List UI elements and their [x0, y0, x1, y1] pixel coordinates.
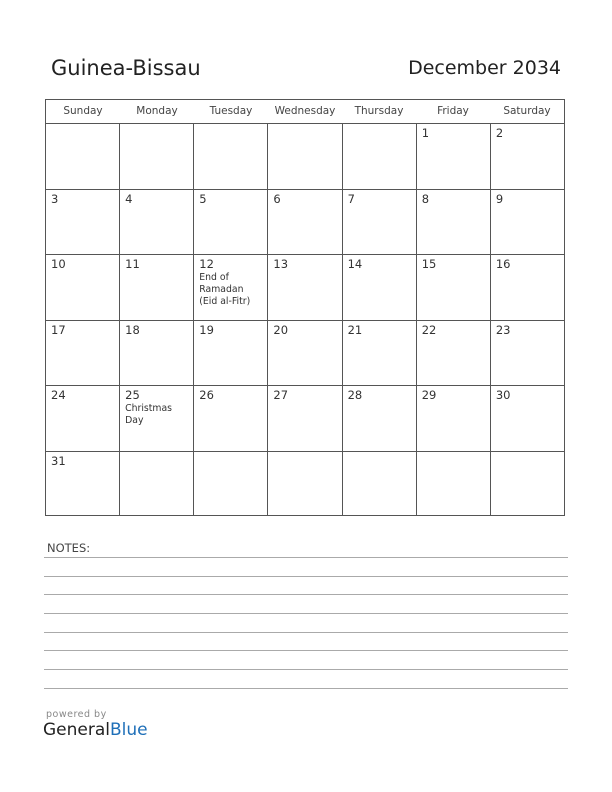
weekday-label: Monday	[136, 105, 178, 117]
day-number: 18	[125, 322, 140, 337]
day-number: 15	[421, 257, 437, 271]
day-cell[interactable]	[120, 124, 194, 189]
brand-blue: Blue	[110, 720, 148, 740]
notes-label: NOTES:	[47, 541, 91, 555]
day-cell[interactable]	[343, 255, 417, 320]
day-cell[interactable]	[491, 124, 564, 189]
day-number: 10	[51, 257, 66, 271]
calendar-week	[46, 255, 564, 321]
brand-logo[interactable]	[43, 720, 148, 740]
day-number: 19	[199, 322, 214, 337]
brand-general: General	[43, 720, 110, 740]
day-cell[interactable]	[491, 386, 564, 451]
day-number: 21	[347, 322, 363, 337]
calendar-week	[46, 321, 564, 387]
weekday-label: Wednesday	[274, 105, 336, 117]
day-number: 17	[51, 322, 66, 337]
weekday-label: Sunday	[63, 105, 103, 117]
day-cell[interactable]	[491, 452, 564, 517]
day-number: 26	[199, 388, 214, 402]
day-cell[interactable]	[46, 124, 120, 189]
day-cell[interactable]	[343, 386, 417, 451]
day-cell[interactable]	[417, 321, 491, 386]
day-cell[interactable]	[46, 386, 120, 451]
day-cell[interactable]	[268, 452, 342, 517]
notes-line	[44, 650, 568, 651]
notes-line	[44, 576, 568, 577]
day-number: 13	[273, 257, 289, 271]
day-cell[interactable]	[343, 321, 417, 386]
holiday-label: (Eid al-Fitr)	[199, 296, 251, 307]
day-number: 16	[495, 257, 511, 271]
day-cell[interactable]	[46, 452, 120, 517]
month-title: December 2034	[408, 57, 561, 79]
day-cell[interactable]	[194, 255, 268, 320]
day-cell[interactable]	[268, 124, 342, 189]
day-cell[interactable]	[491, 190, 564, 255]
day-number: 12	[199, 257, 214, 271]
day-number: 30	[495, 388, 511, 402]
day-cell[interactable]	[417, 255, 491, 320]
day-number: 31	[51, 453, 66, 468]
powered-by-text: powered by	[46, 709, 107, 720]
holiday-label: Day	[125, 415, 144, 426]
day-cell[interactable]	[417, 452, 491, 517]
day-number: 1	[421, 126, 430, 140]
day-cell[interactable]	[417, 124, 491, 189]
calendar-grid	[45, 99, 565, 516]
day-cell[interactable]	[194, 386, 268, 451]
day-cell[interactable]	[46, 255, 120, 320]
day-number: 14	[347, 257, 363, 271]
day-number: 6	[273, 191, 281, 206]
day-cell[interactable]	[46, 190, 120, 255]
weekday-header	[46, 100, 564, 124]
day-cell[interactable]	[268, 321, 342, 386]
day-cell[interactable]	[268, 255, 342, 320]
day-cell[interactable]	[46, 321, 120, 386]
day-number: 11	[125, 257, 140, 271]
day-cell[interactable]	[417, 190, 491, 255]
day-number: 9	[495, 191, 504, 206]
holiday-label: End of	[199, 272, 229, 283]
day-number: 2	[495, 126, 504, 140]
calendar-week	[46, 124, 564, 190]
day-cell[interactable]	[268, 386, 342, 451]
day-cell[interactable]	[491, 321, 564, 386]
day-cell[interactable]	[268, 190, 342, 255]
notes-line	[44, 688, 568, 689]
day-number: 5	[199, 191, 207, 206]
day-cell[interactable]	[120, 255, 194, 320]
notes-line	[44, 613, 568, 614]
day-number: 8	[421, 191, 430, 206]
weekday-label: Friday	[437, 105, 469, 117]
day-number: 20	[273, 322, 289, 337]
day-cell[interactable]	[491, 255, 564, 320]
day-cell[interactable]	[120, 321, 194, 386]
day-number: 28	[347, 388, 363, 402]
weekday-label: Tuesday	[209, 105, 253, 117]
day-number: 3	[51, 191, 59, 206]
day-cell[interactable]	[343, 124, 417, 189]
calendar-week	[46, 190, 564, 256]
day-number: 25	[125, 388, 140, 402]
day-number: 23	[495, 322, 511, 337]
day-number: 22	[421, 322, 437, 337]
holiday-label: Christmas	[125, 403, 173, 414]
day-cell[interactable]	[343, 452, 417, 517]
day-cell[interactable]	[120, 190, 194, 255]
calendar-week	[46, 386, 564, 452]
day-cell[interactable]	[194, 452, 268, 517]
weekday-label: Thursday	[354, 105, 404, 117]
country-title: Guinea-Bissau	[51, 56, 201, 80]
calendar-week	[46, 452, 564, 517]
day-cell[interactable]	[120, 386, 194, 451]
notes-line	[44, 594, 568, 595]
day-number: 24	[51, 388, 66, 402]
day-cell[interactable]	[194, 190, 268, 255]
day-cell[interactable]	[194, 321, 268, 386]
day-number: 7	[347, 191, 355, 206]
day-cell[interactable]	[343, 190, 417, 255]
holiday-label: Ramadan	[199, 284, 244, 295]
notes-line	[44, 632, 568, 633]
notes-line	[44, 669, 568, 670]
calendar-weeks	[46, 124, 564, 516]
day-number: 29	[421, 388, 437, 402]
day-cell[interactable]	[194, 124, 268, 189]
notes-line	[44, 557, 568, 558]
day-number: 4	[125, 191, 133, 206]
day-cell[interactable]	[120, 452, 194, 517]
weekday-label: Saturday	[503, 105, 551, 117]
day-number: 27	[273, 388, 289, 402]
day-cell[interactable]	[417, 386, 491, 451]
